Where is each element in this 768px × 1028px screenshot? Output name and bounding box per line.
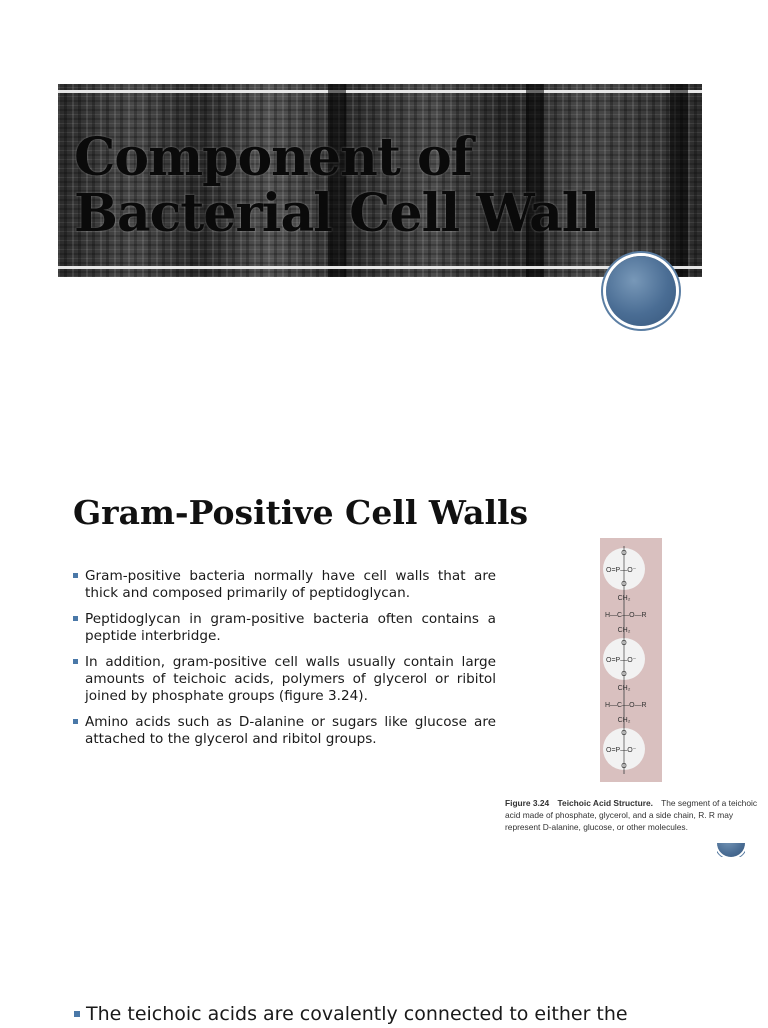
bullet-item <box>72 611 496 645</box>
bullet-square-icon <box>73 616 78 621</box>
banner-top-rule <box>58 90 702 93</box>
atom-label: O <box>621 763 627 770</box>
caption-title: Teichoic Acid Structure. <box>557 798 653 808</box>
atom-label: O <box>621 581 627 588</box>
bullet-square-icon <box>73 659 78 664</box>
ch2-label: CH₂ <box>617 685 631 692</box>
bullet-square-icon <box>73 719 78 724</box>
ch2-label: CH₂ <box>617 717 631 724</box>
hcor-label: H—C—O—R <box>605 612 647 619</box>
decorative-circle-badge-small <box>717 829 745 857</box>
phosphate-label: O=P—O⁻ <box>606 747 637 754</box>
bullet-square-icon <box>73 573 78 578</box>
bullet-text: Amino acids such as D-alanine or sugars like glucose are attached to the glycerol and ribitol groups. <box>85 714 496 747</box>
bullet-list <box>72 568 496 757</box>
bullet-item <box>72 714 496 748</box>
ch2-label: CH₂ <box>617 627 631 634</box>
banner-texture-band <box>670 84 688 277</box>
figure-caption <box>505 797 760 833</box>
decorative-circle-badge <box>606 256 676 326</box>
bullet-item <box>72 568 496 602</box>
bullet-text: Gram-positive bacteria normally have cell walls that are thick and composed primarily of peptidoglycan. <box>85 568 496 601</box>
atom-label: O <box>621 730 627 737</box>
slide-title-line-2: Bacterial Cell Wall <box>74 183 600 244</box>
phosphate-label: O=P—O⁻ <box>606 657 637 664</box>
caption-text: The segment of a teichoic acid made of phosphate, glycerol, and a side chain, R. R may represent D-alanine, glucose, or other molecules. <box>505 798 758 832</box>
caption-label: Figure 3.24 <box>505 798 550 808</box>
hcor-label: H—C—O—R <box>605 702 647 709</box>
slide-title <box>74 127 600 244</box>
teichoic-acid-figure <box>600 538 662 782</box>
title-banner <box>58 84 702 277</box>
bullet-text: In addition, gram-positive cell walls usually contain large amounts of teichoic acids, polymers of glycerol or ribitol joined by phosphate groups (figure 3.24). <box>85 654 496 704</box>
banner-bottom-rule <box>58 266 702 269</box>
ch2-label: CH₂ <box>617 595 631 602</box>
bullet-text: Peptidoglycan in gram-positive bacteria often contains a peptide interbridge. <box>85 611 496 644</box>
slide-heading: Gram-Positive Cell Walls <box>73 493 529 532</box>
atom-label: O <box>621 550 627 557</box>
slide-title-line-1: Component of <box>74 127 473 188</box>
next-slide-bullet-text: The teichoic acids are covalently connected to either the <box>86 1003 628 1025</box>
bullet-square-icon <box>74 1011 80 1017</box>
phosphate-label: O=P—O⁻ <box>606 567 637 574</box>
bullet-item <box>72 654 496 705</box>
atom-label: O <box>621 640 627 647</box>
atom-label: O <box>621 671 627 678</box>
